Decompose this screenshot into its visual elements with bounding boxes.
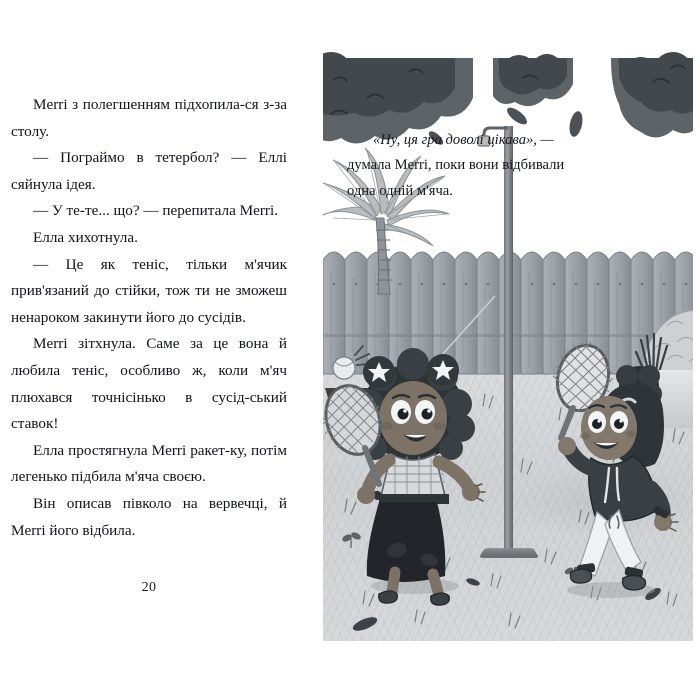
page-number: 20 (141, 580, 157, 595)
paragraph: — Це як теніс, тільки м'ячик прив'язаний до стійки, тож ти не зможеш ненароком закинути його до сусідів. (11, 255, 287, 326)
racket-left (323, 380, 387, 490)
paragraph: — Пограймо в тетербол? — Еллі сяйнула ідея. (11, 149, 287, 193)
illustration-quote (347, 128, 669, 204)
paragraph: Елла простягнула Merri ракет-ку, потім легенько підбила м'яча своєю. (11, 441, 287, 486)
paragraph: — У те-те... що? — перепитала Merri. (33, 202, 278, 220)
paragraph: Merri з полегшенням підхопила-ся з-за столу. (11, 96, 287, 140)
girl-with-bun (547, 362, 675, 600)
paragraph: Merri зітхнула. Саме за це вона й любила теніс, особливо ж, коли м'яч плюхався точнісінько в сусід-ський ставок! (11, 335, 287, 433)
quote-line-3: одна одній м'яча. (347, 182, 453, 199)
left-page-text-column (11, 92, 287, 544)
paragraph: Він описав півколо на вервечці, й Merri його відбила. (11, 494, 287, 539)
quote-line-2: думала Merri, поки вони відбивали (347, 157, 565, 174)
illustration-panel (323, 32, 693, 641)
quote-line-italic: «Ну, ця гра доволі цікава», — (373, 132, 554, 148)
paragraph: Елла хихотнула. (33, 228, 138, 246)
backyard-scene (323, 202, 693, 641)
